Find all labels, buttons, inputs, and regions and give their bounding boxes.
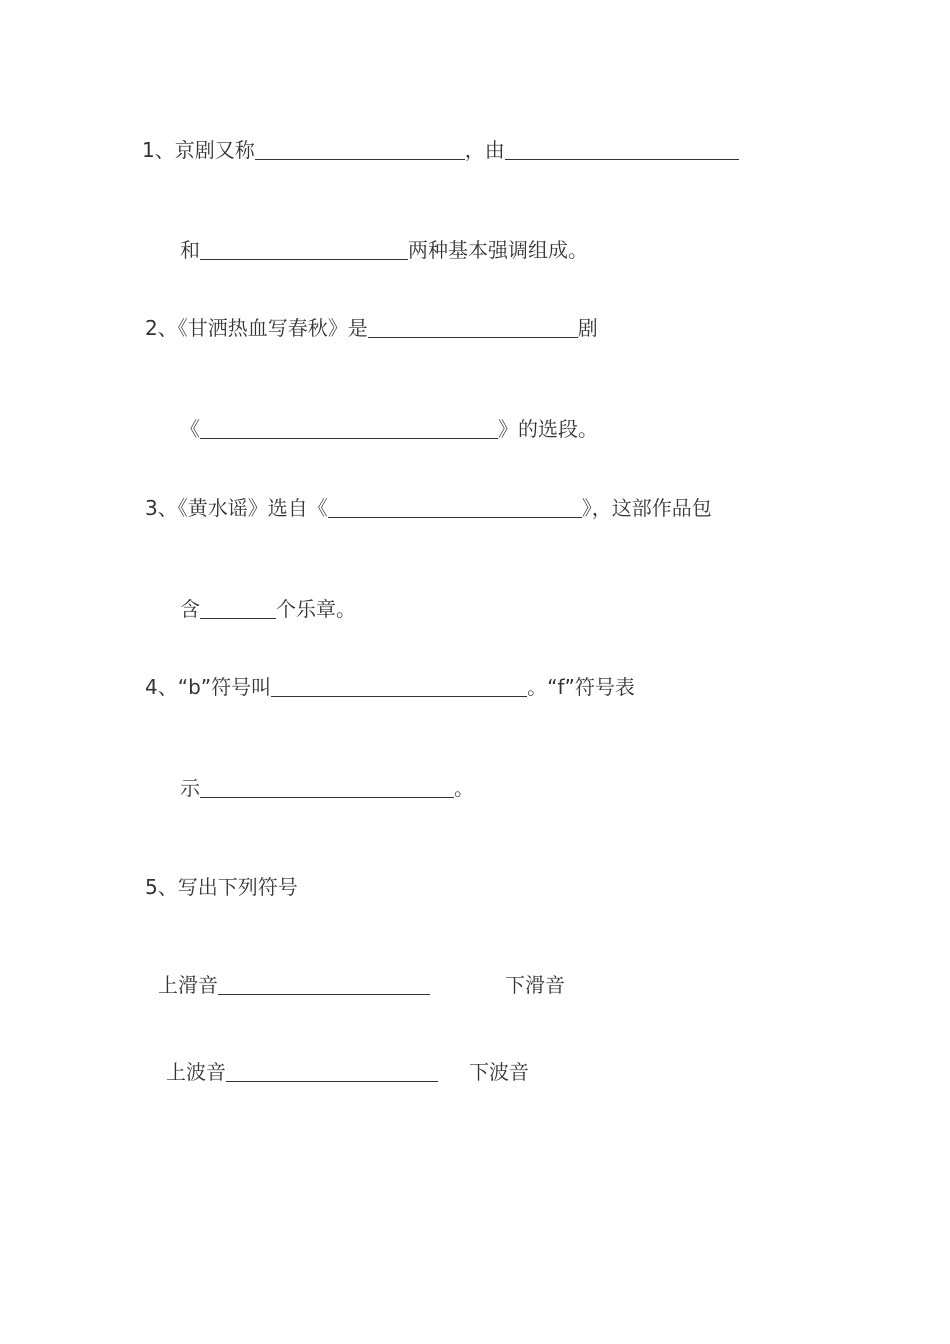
down-glide-label: 下滑音: [505, 973, 565, 997]
question-3-line-1: [145, 496, 712, 520]
question-5-row-2: [166, 1060, 438, 1084]
question-3-text-c: 含: [180, 597, 200, 621]
question-4-text-b: 。“f”符号表: [527, 675, 635, 699]
question-2-text-b: 剧: [577, 316, 598, 340]
question-1-line-2: [180, 238, 588, 262]
question-1-blank-2[interactable]: [505, 139, 739, 160]
question-4-line-1: [145, 675, 635, 699]
question-1-text-c: 和: [180, 238, 200, 262]
up-wave-label: 上波音: [166, 1060, 226, 1084]
question-1-blank-3[interactable]: [200, 239, 408, 260]
question-4-text-a: 4、“b”符号叫: [145, 675, 272, 699]
question-2-line-2: [180, 417, 598, 441]
question-1-text-a: 1、京剧又称: [142, 138, 255, 162]
question-4-text-d: 。: [454, 776, 474, 800]
question-2-line-1: [145, 316, 598, 340]
question-5-row-1-right: [505, 973, 565, 997]
question-5-text: 5、写出下列符号: [145, 875, 298, 899]
question-2-text-d: 》的选段。: [498, 417, 598, 441]
question-4-blank-1[interactable]: [271, 676, 527, 697]
question-3-line-2: [180, 597, 356, 621]
question-2-text-c: 《: [180, 417, 200, 441]
question-4-blank-2[interactable]: [200, 777, 454, 798]
up-wave-blank[interactable]: [226, 1061, 438, 1082]
question-2-blank-2[interactable]: [200, 418, 498, 439]
question-3-text-a: 3、《黄水谣》选自《: [145, 496, 328, 520]
up-glide-blank[interactable]: [218, 974, 430, 995]
question-3-blank-2[interactable]: [200, 598, 276, 619]
question-3-text-d: 个乐章。: [276, 597, 356, 621]
question-3-text-b: 》，这部作品包: [581, 496, 712, 520]
question-2-text-a: 2、《甘洒热血写春秋》是: [145, 316, 368, 340]
up-glide-label: 上滑音: [158, 973, 218, 997]
question-4-line-2: [180, 776, 474, 800]
down-wave-label: 下波音: [469, 1060, 529, 1084]
question-1-text-d: 两种基本强调组成。: [408, 238, 588, 262]
question-1-text-b: ，由: [464, 138, 505, 162]
question-5-row-2-right: [469, 1060, 529, 1084]
question-5-title: [145, 875, 298, 899]
question-4-text-c: 示: [180, 776, 200, 800]
question-2-blank-1[interactable]: [368, 317, 578, 338]
question-3-blank-1[interactable]: [328, 497, 582, 518]
question-5-row-1: [158, 973, 430, 997]
question-1-blank-1[interactable]: [255, 139, 465, 160]
question-1-line-1: [142, 138, 739, 162]
